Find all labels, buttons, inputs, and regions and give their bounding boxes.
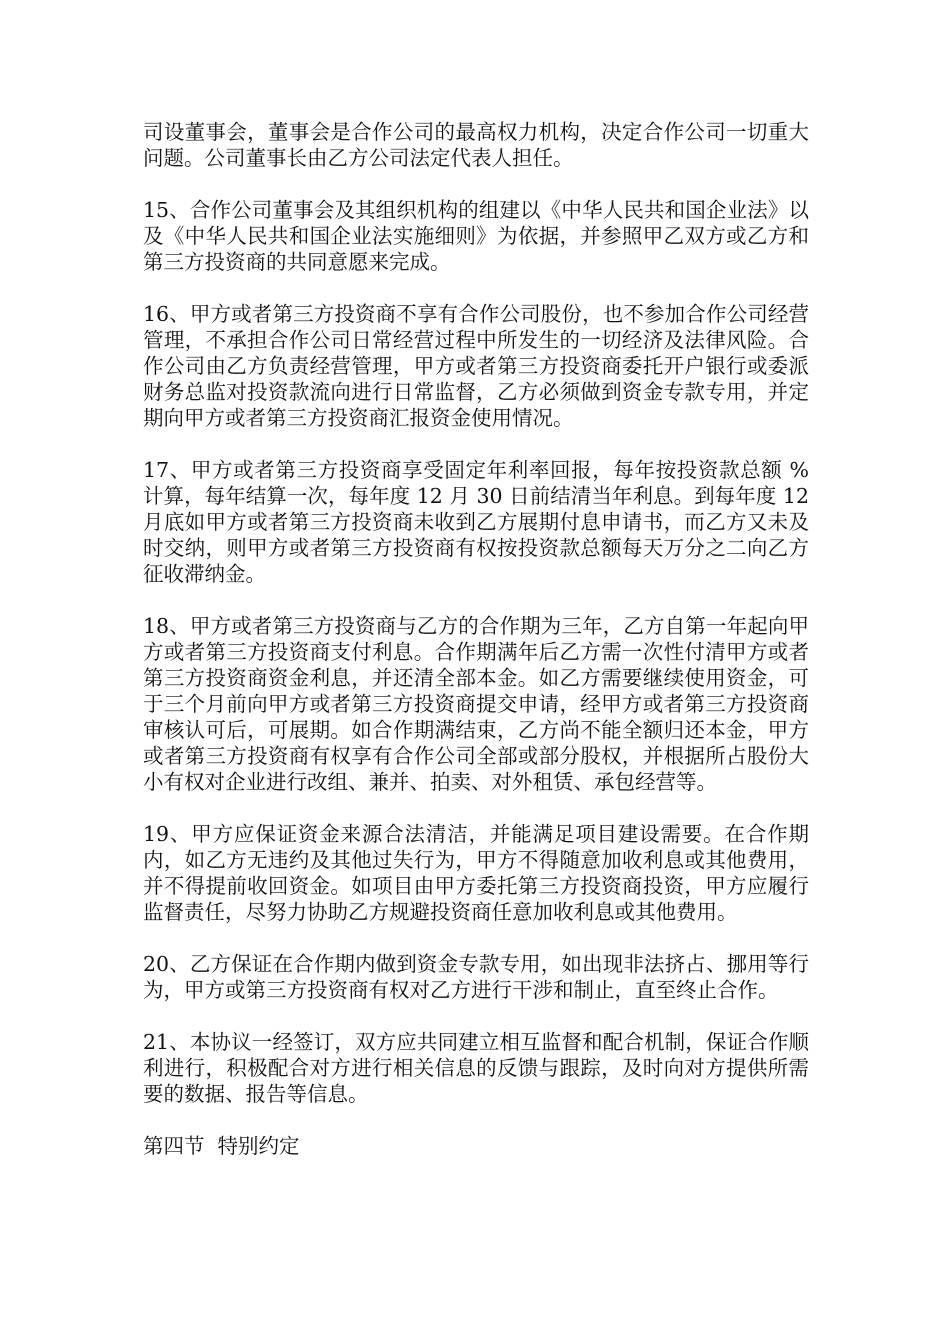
section-heading: 第四节 特别约定 [143, 1134, 300, 1158]
paragraph-clause-21: 21、本协议一经签订，双方应共同建立相互监督和配合机制，保证合作顺利进行，积极配合对方进行相关信息的反馈与跟踪，及时向对方提供所需要的数据、报告等信息。 [143, 1030, 809, 1106]
paragraph-clause-16: 16、甲方或者第三方投资商不享有合作公司股份，也不参加合作公司经营管理，不承担合作公司日常经营过程中所发生的一切经济及法律风险。合作公司由乙方负责经营管理，甲方或者第三方投资商委托开户银行或委派财务总监对投资款流向进行日常监督，乙方必须做到资金专款专用，并定期向甲方或者第三方投资商汇报资金使用情况。 [143, 302, 809, 430]
paragraph-clause-20: 20、乙方保证在合作期内做到资金专款专用，如出现非法挤占、挪用等行为，甲方或第三方投资商有权对乙方进行干涉和制止，直至终止合作。 [143, 952, 809, 1002]
paragraph-clause-18: 18、甲方或者第三方投资商与乙方的合作期为三年，乙方自第一年起向甲方或者第三方投资商支付利息。合作期满年后乙方需一次性付清甲方或者第三方投资商资金利息，并还清全部本金。如乙方需要继续使用资金，可于三个月前向甲方或者第三方投资商提交申请，经甲方或者第三方投资商审核认可后，可展期。如合作期满结束，乙方尚不能全额归还本金，甲方或者第三方投资商有权享有合作公司全部或部分股权，并根据所占股份大小有权对企业进行改组、兼并、拍卖、对外租赁、承包经营等。 [143, 614, 809, 794]
paragraph-clause-19: 19、甲方应保证资金来源合法清洁，并能满足项目建设需要。在合作期内，如乙方无违约及其他过失行为，甲方不得随意加收利息或其他费用，并不得提前收回资金。如项目由甲方委托第三方投资商投资，甲方应履行监督责任，尽努力协助乙方规避投资商任意加收利息或其他费用。 [143, 822, 809, 924]
paragraph-clause-15: 15、合作公司董事会及其组织机构的组建以《中华人民共和国企业法》以及《中华人民共和国企业法实施细则》为依据，并参照甲乙双方或乙方和第三方投资商的共同意愿来完成。 [143, 198, 809, 274]
document-page [143, 119, 809, 1159]
paragraph-board-continued: 司设董事会，董事会是合作公司的最高权力机构，决定合作公司一切重大问题。公司董事长由乙方公司法定代表人担任。 [143, 120, 809, 170]
paragraph-clause-17: 17、甲方或者第三方投资商享受固定年利率回报，每年按投资款总额 %计算，每年结算一次，每年度 12 月 30 日前结清当年利息。到每年度 12 月底如甲方或者第三方投资商未收到乙方展期付息申请书，而乙方又未及时交纳，则甲方或者第三方投资商有权按投资款总额每天万分之二向乙方征收滞纳金。 [143, 458, 809, 586]
